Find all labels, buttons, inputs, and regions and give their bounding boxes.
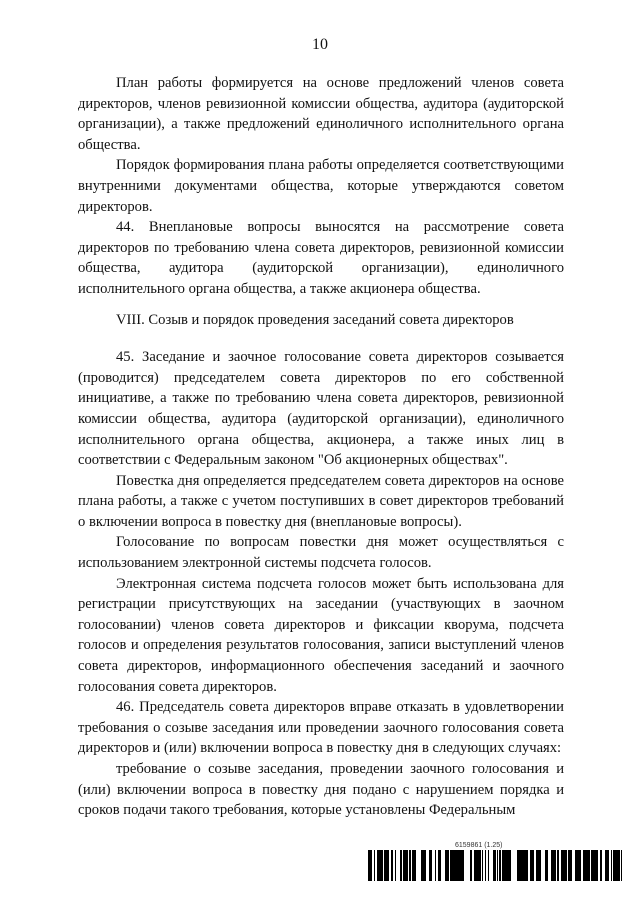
barcode-bar xyxy=(439,850,441,881)
barcode-bar xyxy=(395,850,396,881)
barcode-bar xyxy=(584,850,585,881)
barcode-bar xyxy=(406,850,408,881)
barcode-bar xyxy=(391,850,392,881)
barcode-bar xyxy=(561,850,562,881)
barcode-bar xyxy=(415,850,416,881)
barcode-bar xyxy=(381,850,383,881)
barcode-bar xyxy=(565,850,567,881)
barcode-bar xyxy=(470,850,472,881)
barcode-bar xyxy=(532,850,533,881)
barcode-bar xyxy=(518,850,519,881)
document-code: 6159861 (1.25) xyxy=(455,842,503,849)
barcode-bar xyxy=(450,850,451,881)
barcode-bar xyxy=(431,850,432,881)
barcode-bar xyxy=(613,850,615,881)
barcode-bar xyxy=(369,850,371,881)
barcode-bar xyxy=(499,850,501,881)
barcode-bar xyxy=(495,850,496,881)
barcode-bar xyxy=(537,850,538,881)
document-body xyxy=(78,73,564,821)
paragraph: План работы формируется на основе предложений членов совета директоров, членов ревизионной комиссии общества, аудитора (аудиторской организации), а также предложений единоличного исполнительного органа общества. xyxy=(78,75,564,153)
barcode-bar xyxy=(540,850,541,881)
barcode-bar xyxy=(488,850,489,881)
barcode-bar xyxy=(608,850,609,881)
barcode-bar xyxy=(579,850,581,881)
barcode-bar xyxy=(530,850,531,881)
barcode-bar xyxy=(451,850,452,881)
barcode-bar xyxy=(480,850,481,881)
barcode-bar xyxy=(482,850,483,881)
barcode-bar xyxy=(545,850,546,881)
barcode-bar xyxy=(412,850,413,881)
barcode-bar xyxy=(536,850,537,881)
barcode-bar xyxy=(594,850,595,881)
barcode-bar xyxy=(592,850,594,881)
barcode-bar xyxy=(413,850,415,881)
barcode-bar xyxy=(452,850,454,881)
barcode-bar xyxy=(401,850,402,881)
barcode-bar xyxy=(424,850,426,881)
barcode-bar xyxy=(533,850,534,881)
barcode-bar xyxy=(474,850,476,881)
barcode-bar xyxy=(422,850,424,881)
barcode-bar xyxy=(570,850,572,881)
barcode-bar xyxy=(553,850,555,881)
barcode-bar xyxy=(387,850,388,881)
barcode-bar xyxy=(494,850,495,881)
barcode-bar xyxy=(619,850,620,881)
paragraph: 44. Внеплановые вопросы выносятся на рассмотрение совета директоров по требованию члена совета директоров, ревизионной комиссии общества, аудитора (аудиторской организации), единоличного исполнительного органа общества, а также акционера общества. xyxy=(78,219,564,297)
barcode-bar xyxy=(410,850,411,881)
barcode-bar xyxy=(569,850,570,881)
paragraph: 46. Председатель совета директоров вправе отказать в удовлетворении требования о созыве заседания или проведении заочного голосования совета директоров и (или) включении вопроса в повестку дня в следующих случаях: xyxy=(78,699,564,757)
barcode-bar xyxy=(497,850,498,881)
barcode-bar xyxy=(463,850,464,881)
barcode-bar xyxy=(605,850,607,881)
barcode-bar xyxy=(447,850,449,881)
barcode-bar xyxy=(596,850,598,881)
barcode-bar xyxy=(384,850,386,881)
barcode-bar xyxy=(377,850,378,881)
barcode-bar xyxy=(531,850,532,881)
barcode-bar xyxy=(522,850,524,881)
barcode-bar xyxy=(456,850,458,881)
barcode-bar xyxy=(400,850,401,881)
barcode-bar xyxy=(478,850,480,881)
barcode-bar xyxy=(595,850,596,881)
barcode-bar xyxy=(371,850,372,881)
barcode-bar xyxy=(615,850,617,881)
barcode-bar xyxy=(403,850,405,881)
barcode-icon xyxy=(368,850,622,881)
barcode-bar xyxy=(379,850,380,881)
barcode-bar xyxy=(611,850,612,881)
paragraph: Голосование по вопросам повестки дня может осуществляться с использованием электронной системы подсчета голосов. xyxy=(78,534,564,572)
paragraph: 45. Заседание и заочное голосование совета директоров созывается (проводится) председателем совета директоров по его собственной инициативе, а также по требованию члена совета директоров, ревизионной комиссии общества, аудитора (аудиторской организации), единоличного исполнительного органа общества, акционера, а также иных лиц в соответствии с Федеральным законом "Об акционерных обществах". xyxy=(78,349,564,469)
barcode-bar xyxy=(374,850,375,881)
barcode-bar xyxy=(454,850,456,881)
page-number: 10 xyxy=(312,36,328,53)
barcode-bar xyxy=(587,850,589,881)
barcode-bar xyxy=(525,850,526,881)
barcode-bar xyxy=(586,850,587,881)
barcode-bar xyxy=(617,850,619,881)
barcode-bar xyxy=(462,850,463,881)
barcode-bar xyxy=(519,850,521,881)
barcode-bar xyxy=(438,850,439,881)
paragraph: требование о созыве заседания, проведении заочного голосования и (или) включении вопроса в повестку дня подано с нарушением порядка и сроков подачи такого требования, которые установлены Федеральным xyxy=(78,761,564,819)
barcode-bar xyxy=(461,850,462,881)
barcode-bar xyxy=(435,850,436,881)
barcode-bar xyxy=(429,850,431,881)
barcode-bar xyxy=(388,850,389,881)
barcode-bar xyxy=(583,850,584,881)
barcode-bar xyxy=(485,850,486,881)
barcode-bar xyxy=(538,850,540,881)
barcode-bar xyxy=(607,850,608,881)
barcode-bar xyxy=(555,850,556,881)
barcode-bar xyxy=(458,850,459,881)
barcode-bar xyxy=(493,850,494,881)
barcode-bar xyxy=(476,850,478,881)
barcode-bar xyxy=(445,850,447,881)
barcode-bar xyxy=(386,850,387,881)
barcode-bar xyxy=(524,850,525,881)
barcode-bar xyxy=(589,850,590,881)
barcode-bar xyxy=(621,850,622,881)
barcode-bar xyxy=(591,850,592,881)
paragraph: Электронная система подсчета голосов может быть использована для регистрации присутствующих на заседании (участвующих в заочном голосовании) членов совета директоров и фиксации кворума, подсчета голосов и определения результатов голосования, записи выступлений членов совета директоров, информационного обеспечения заседаний и заочного голосования совета директоров. xyxy=(78,575,564,695)
barcode-bar xyxy=(421,850,422,881)
barcode-bar xyxy=(504,850,506,881)
barcode-bar xyxy=(564,850,565,881)
barcode-bar xyxy=(557,850,559,881)
barcode-bar xyxy=(585,850,586,881)
barcode-bar xyxy=(506,850,508,881)
barcode-bar xyxy=(509,850,511,881)
barcode-bar xyxy=(368,850,369,881)
barcode-bar xyxy=(577,850,579,881)
barcode-bar xyxy=(392,850,393,881)
barcode-bar xyxy=(502,850,503,881)
barcode-bar xyxy=(526,850,528,881)
barcode-bar xyxy=(378,850,379,881)
barcode-bar xyxy=(600,850,602,881)
barcode-bar xyxy=(546,850,548,881)
barcode-bar xyxy=(576,850,577,881)
section-heading: VIII. Созыв и порядок проведения заседаний совета директоров xyxy=(116,311,514,328)
barcode-bar xyxy=(568,850,569,881)
barcode-bar xyxy=(517,850,518,881)
barcode-bar xyxy=(503,850,504,881)
paragraph: Порядок формирования плана работы определяется соответствующими внутренними документами общества, которые утверждаются советом директоров. xyxy=(78,157,564,215)
barcode-bar xyxy=(508,850,509,881)
barcode-bar xyxy=(459,850,461,881)
paragraph: Повестка дня определяется председателем совета директоров на основе плана работы, а также с учетом поступивших в совет директоров требований о включении вопроса в повестку дня (внеплановые вопросы). xyxy=(78,472,564,530)
barcode-bar xyxy=(409,850,410,881)
barcode-bar xyxy=(405,850,406,881)
barcode-bar xyxy=(551,850,553,881)
barcode-bar xyxy=(575,850,576,881)
barcode-bar xyxy=(562,850,564,881)
barcode-bar xyxy=(380,850,381,881)
barcode-bar xyxy=(521,850,522,881)
